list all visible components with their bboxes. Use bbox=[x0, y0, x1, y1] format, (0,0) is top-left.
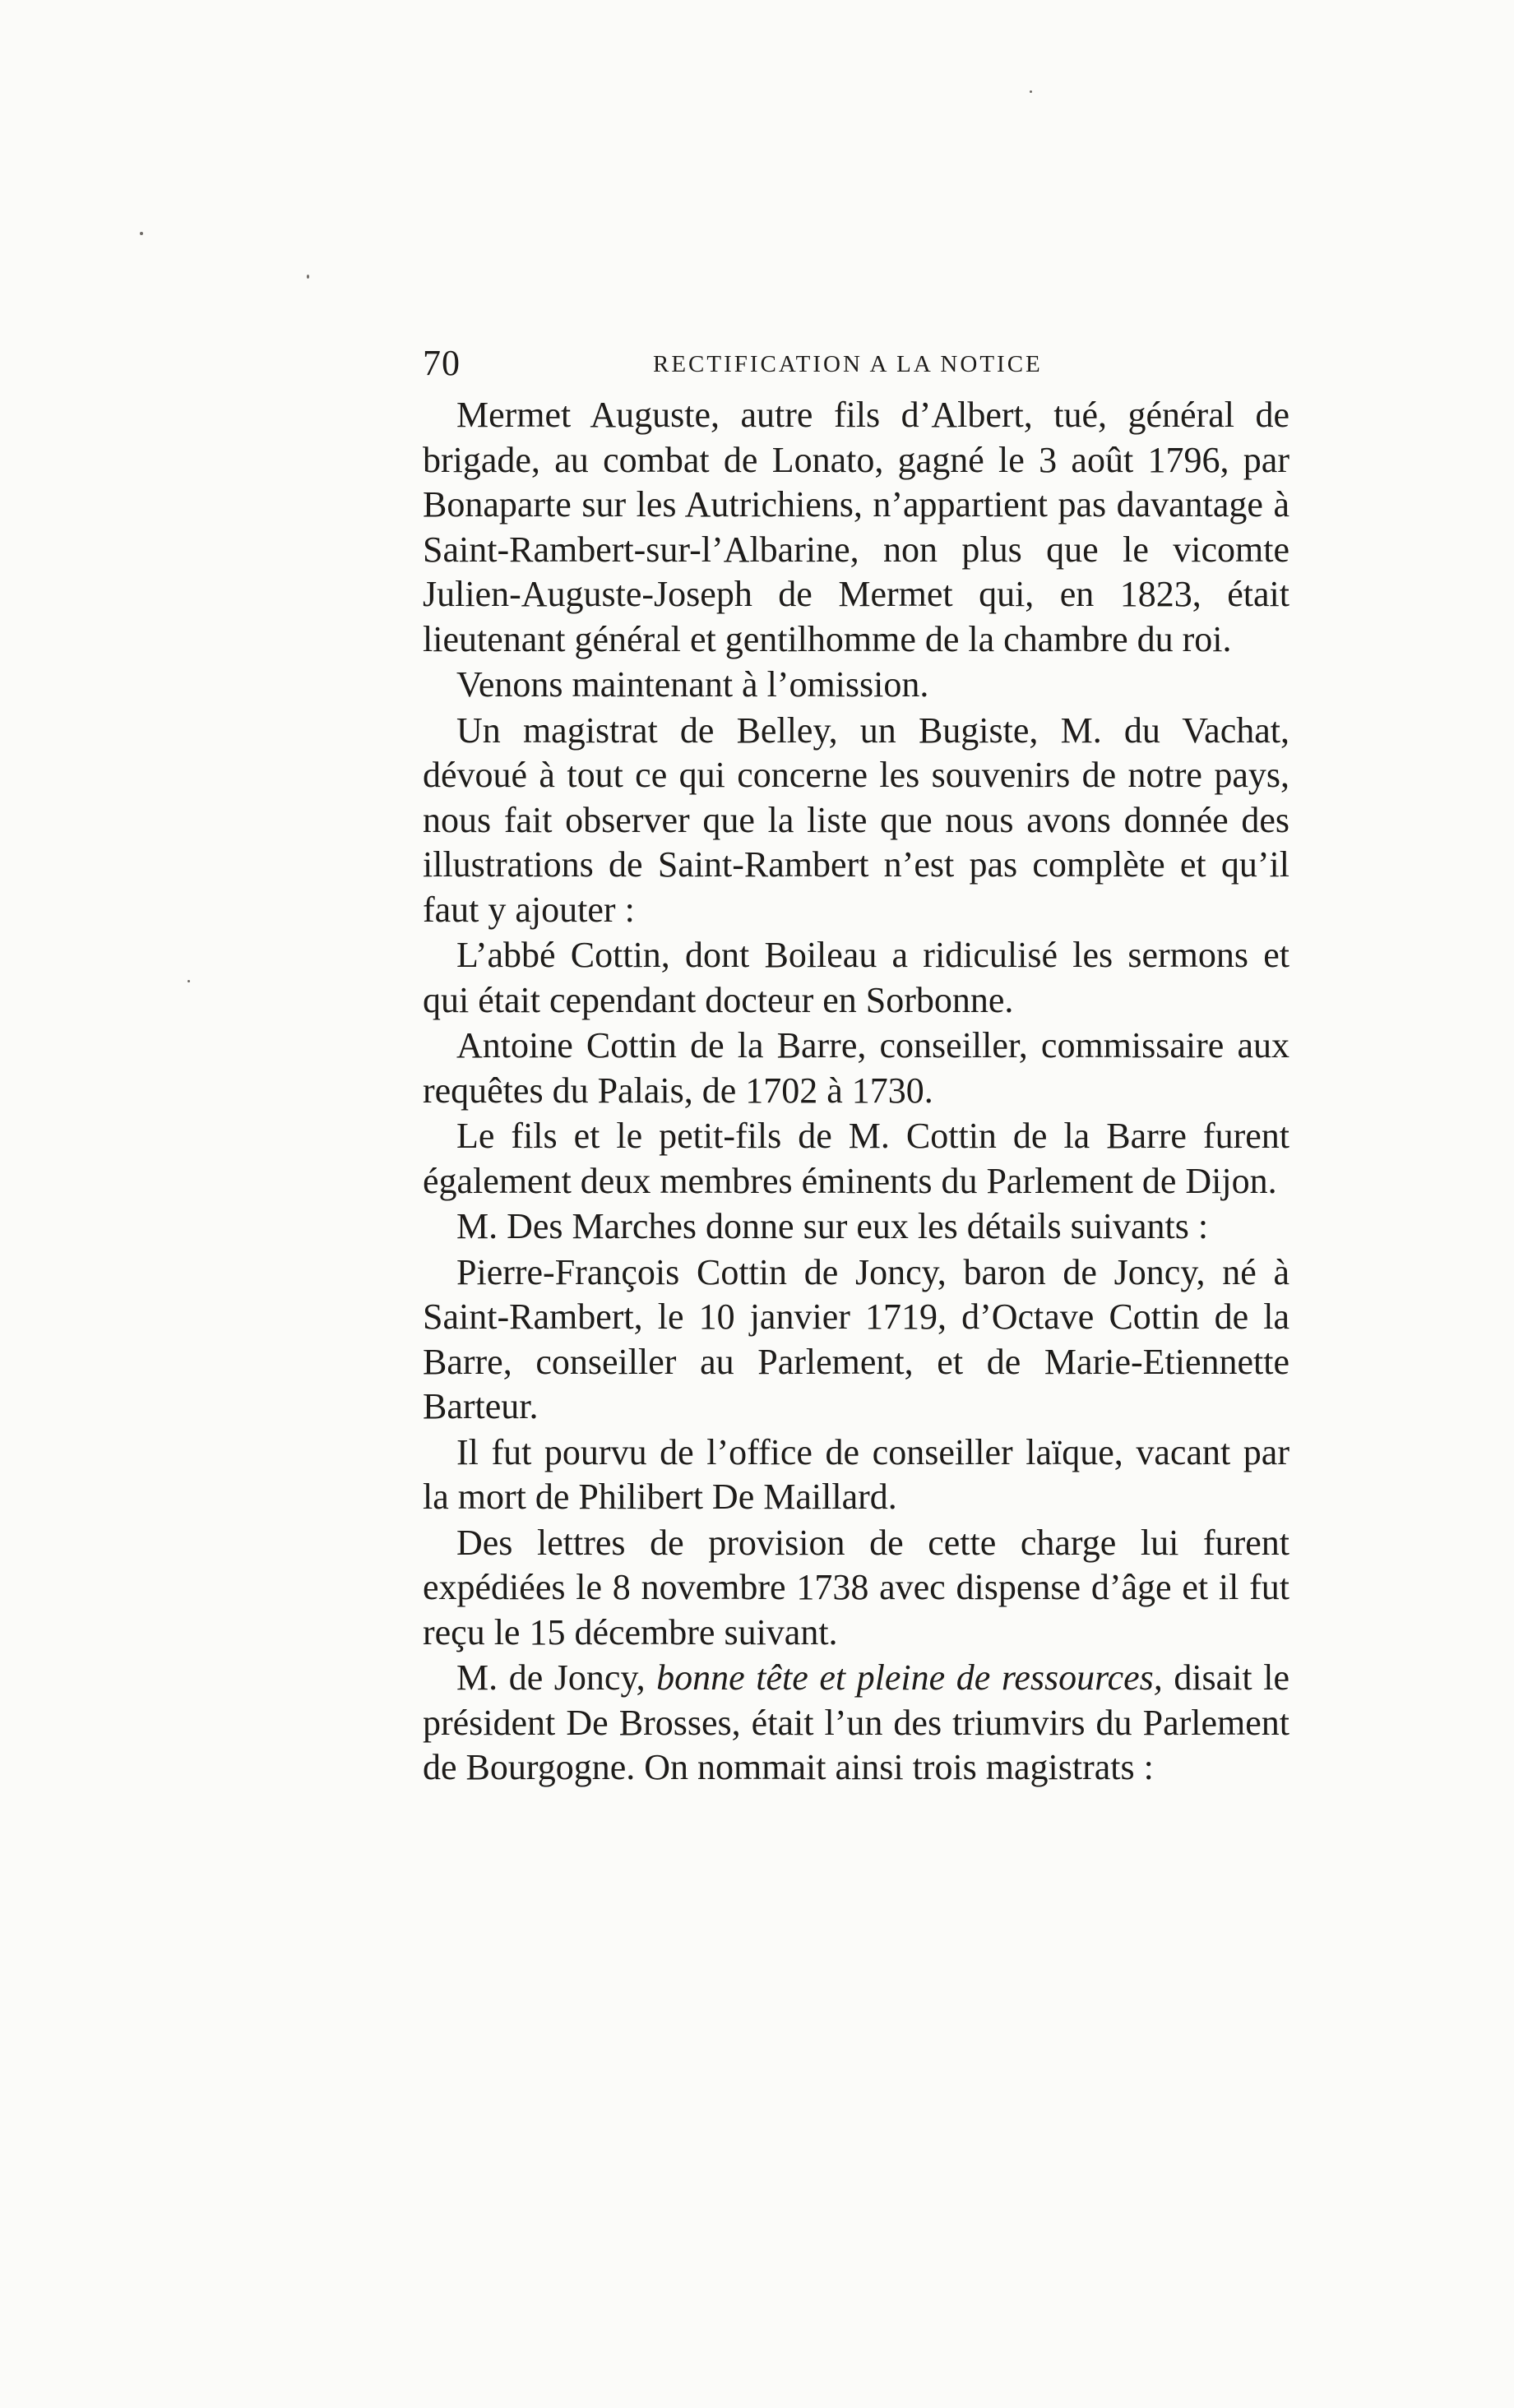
paper-speck bbox=[1030, 90, 1032, 93]
paragraph-abbe-cottin: L’abbé Cottin, dont Boileau a ridiculisé les sermons et qui était cependant docteur en Sorbonne. bbox=[423, 935, 1289, 1020]
paragraph-lettres-provision: Des lettres de provision de cette charge lui furent expédiées le 8 novembre 1738 avec dispense d’âge et il fut reçu le 15 décembre suivant. bbox=[423, 1522, 1289, 1652]
body-text bbox=[423, 393, 1289, 1791]
paragraph-des-marches: M. Des Marches donne sur eux les détails suivants : bbox=[456, 1206, 1209, 1246]
paper-speck bbox=[307, 275, 309, 279]
paragraph-joncy-rest: disait le président De Brosses, était l’un des triumvirs du Parlement de Bourgogne. On nommait ainsi trois magistrats : bbox=[423, 1657, 1289, 1787]
paragraph-antoine-cottin: Antoine Cottin de la Barre, conseiller, commissaire aux requêtes du Palais, de 1702 à 1730. bbox=[423, 1025, 1289, 1111]
paragraph-pierre-francois: Pierre-François Cottin de Joncy, baron de Joncy, né à Saint-Rambert, le 10 janvier 1719, d’Octave Cottin de la Barre, conseiller au Parlement, et de Marie-Etiennette Barteur. bbox=[423, 1251, 1289, 1426]
paragraph-omission: Venons maintenant à l’omission. bbox=[456, 664, 929, 705]
paragraph-joncy-triumvirs bbox=[423, 1656, 1289, 1791]
running-title: RECTIFICATION A LA NOTICE bbox=[653, 351, 1043, 377]
paper-speck bbox=[188, 980, 190, 982]
paragraph-magistrat-belley: Un magistrat de Belley, un Bugiste, M. du Vachat, dévoué à tout ce qui concerne les souvenirs de notre pays, nous fait observer que la liste que nous avons donnée des illustrations de Saint-Rambert n’est pas complète et qu’il faut y ajouter : bbox=[423, 709, 1289, 930]
paragraph-mermet-auguste: Mermet Auguste, autre fils d’Albert, tué, général de brigade, au combat de Lonato, gagné le 3 août 1796, par Bonaparte sur les Autrichiens, n’appartient pas davantage à Saint-Rambert-sur-l’Albarine, non plus que le vicomte Julien-Auguste-Joseph de Mermet qui, en 1823, était lieutenant général et gentilhomme de la chambre du roi. bbox=[423, 395, 1289, 659]
paragraph-office-conseiller: Il fut pourvu de l’office de conseiller laïque, vacant par la mort de Philibert De Maillard. bbox=[423, 1431, 1289, 1517]
paper-speck bbox=[140, 232, 143, 235]
paragraph-fils-petit-fils: Le fils et le petit-fils de M. Cottin de la Barre furent également deux membres éminents du Parlement de Dijon. bbox=[423, 1116, 1289, 1201]
page-header bbox=[423, 339, 1289, 388]
paragraph-joncy-lead: M. de Joncy, bbox=[456, 1657, 657, 1698]
page-number: 70 bbox=[423, 343, 461, 383]
italic-quote: bonne tête et pleine de ressources, bbox=[656, 1657, 1163, 1698]
